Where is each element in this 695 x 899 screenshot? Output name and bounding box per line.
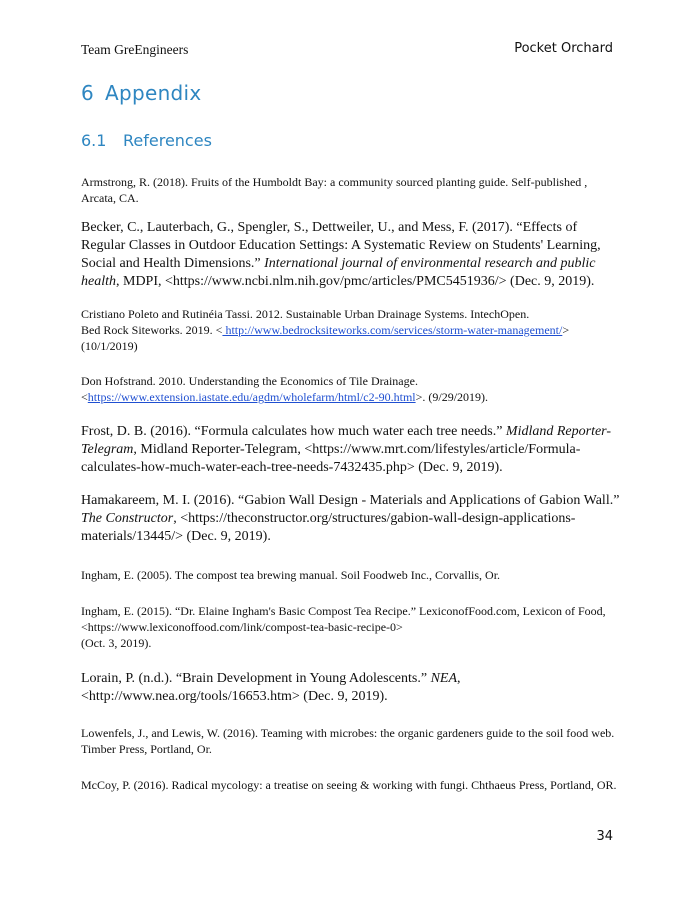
- reference-text-part: , Midland Reporter-Telegram, <https://www.mrt.com/lifestyles/article/Formula-calculates-how-much-water-each-tree-needs-7432435.php> (Dec. 9, 2019).: [81, 442, 581, 475]
- subsection-heading: [81, 131, 212, 150]
- reference-text-part: Lorain, P. (n.d.). “Brain Development in Young Adolescents.”: [81, 671, 431, 686]
- reference-text: (Oct. 3, 2019).: [81, 636, 152, 650]
- reference-becker: [81, 219, 621, 291]
- reference-journal: International journal of environmental research and public health: [81, 256, 596, 289]
- reference-text: Armstrong, R. (2018). Fruits of the Humboldt Bay: a community sourced planting guide. Self-published , Arcata, CA.: [81, 175, 588, 205]
- reference-text: Ingham, E. (2015). “Dr. Elaine Ingham's Basic Compost Tea Recipe.” LexiconofFood.com, Lexicon of Food, <https://www.lexiconoffood.com/link/compost-tea-basic-recipe-0>: [81, 604, 606, 634]
- reference-text: McCoy, P. (2016). Radical mycology: a treatise on seeing & working with fungi. Chthaeus Press, Portland, OR.: [81, 778, 617, 792]
- reference-text-part: Bed Rock Siteworks. 2019. <: [81, 323, 223, 337]
- header-project: Pocket Orchard: [514, 41, 613, 56]
- reference-text: [81, 423, 621, 477]
- section-title: Appendix: [105, 81, 202, 105]
- subsection-number: 6.1: [81, 131, 107, 150]
- reference-hamakareem: [81, 492, 621, 546]
- reference-mccoy: [81, 777, 621, 793]
- reference-publication: Midland Reporter-Telegram: [81, 424, 612, 457]
- reference-text: Lowenfels, J., and Lewis, W. (2016). Teaming with microbes: the organic gardeners guide to the soil food web. Timber Press, Portland, Or.: [81, 726, 615, 756]
- header-team: Team GreEngineers: [81, 42, 189, 57]
- reference-ingham-2015: [81, 603, 621, 651]
- reference-text-part: Hamakareem, M. I. (2016). “Gabion Wall Design - Materials and Applications of Gabion Wall.”: [81, 493, 620, 508]
- reference-text-part: Becker, C., Lauterbach, G., Spengler, S., Dettweiler, U., and Mess, F. (2017). “Effects of Regular Classes in Outdoor Education Settings: A Systematic Review on Students' Learning, Social and Health Dimensions.”: [81, 220, 601, 271]
- reference-text: [81, 373, 621, 405]
- reference-text-part: , <http://www.nea.org/tools/16653.htm> (Dec. 9, 2019).: [81, 671, 461, 704]
- reference-text: Cristiano Poleto and Rutinéia Tassi. 2012. Sustainable Urban Drainage Systems. IntechOpen.: [81, 307, 530, 321]
- bedrock-link[interactable]: http://www.bedrocksiteworks.com/services/storm-water-management/: [222, 323, 563, 337]
- reference-lowenfels: [81, 725, 621, 757]
- reference-poleto: [81, 306, 621, 354]
- reference-text-part: Don Hofstrand. 2010. Understanding the Economics of Tile Drainage. <: [81, 374, 418, 404]
- reference-armstrong: [81, 174, 621, 206]
- reference-text-part: >. (9/29/2019).: [415, 390, 489, 404]
- reference-text: Ingham, E. (2005). The compost tea brewing manual. Soil Foodweb Inc., Corvallis, Or.: [81, 568, 501, 582]
- reference-text: [81, 670, 621, 706]
- reference-text: [81, 492, 621, 546]
- reference-text-part: , MDPI, <https://www.ncbi.nlm.nih.gov/pmc/articles/PMC5451936/> (Dec. 9, 2019).: [116, 274, 595, 289]
- reference-text: [81, 219, 621, 291]
- reference-text-part: , <https://theconstructor.org/structures/gabion-wall-design-applications-materials/13445/> (Dec. 9, 2019).: [81, 511, 576, 544]
- reference-frost: [81, 423, 621, 477]
- reference-publication: NEA: [430, 671, 458, 686]
- section-number: 6: [81, 81, 95, 105]
- reference-text-part: > (10/1/2019): [81, 323, 570, 353]
- page-number: 34: [596, 829, 613, 844]
- subsection-title: References: [123, 131, 212, 150]
- section-heading: [81, 81, 202, 105]
- hofstrand-link[interactable]: https://www.extension.iastate.edu/agdm/wholefarm/html/c2-90.html: [87, 390, 416, 404]
- reference-publication: The Constructor: [81, 511, 174, 526]
- reference-lorain: [81, 670, 621, 706]
- reference-hofstrand: [81, 373, 621, 405]
- reference-ingham-2005: [81, 567, 621, 583]
- reference-text-part: Frost, D. B. (2016). “Formula calculates how much water each tree needs.”: [81, 424, 506, 439]
- reference-bedrock: [81, 322, 621, 354]
